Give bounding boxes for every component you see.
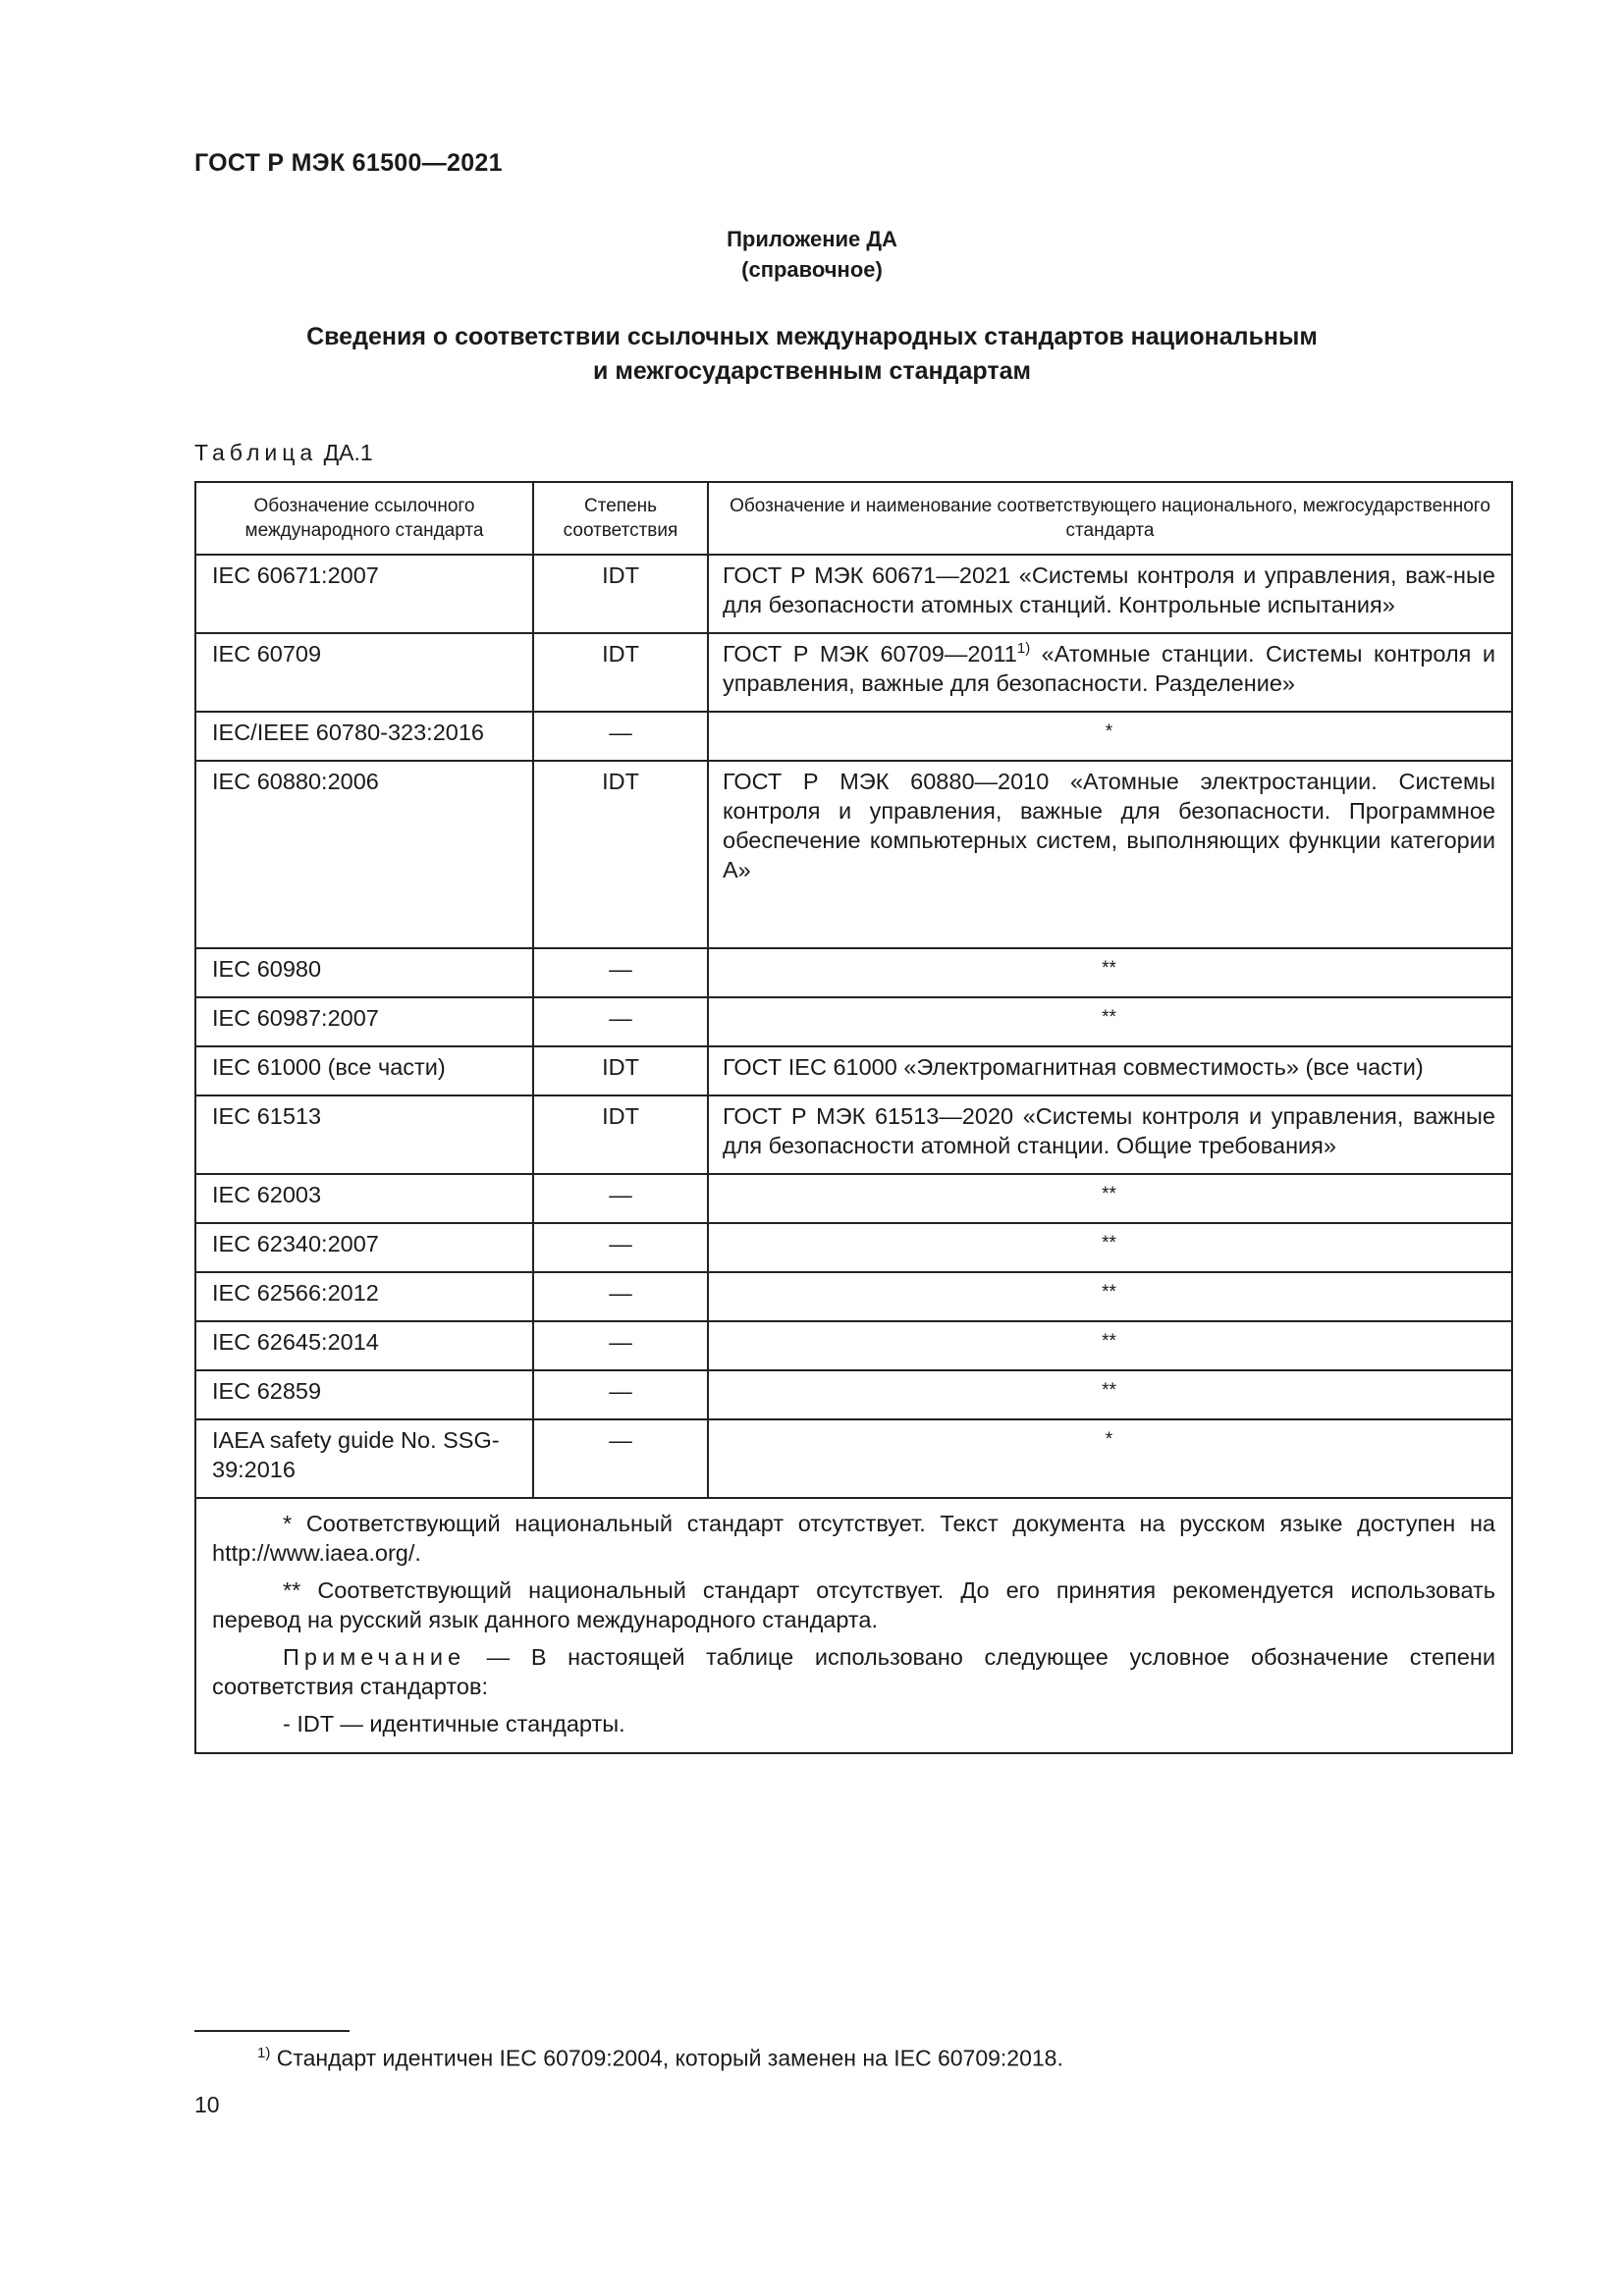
appendix-subtitle: (справочное): [741, 257, 883, 282]
footnote-divider: [194, 2030, 350, 2032]
cell-national: ГОСТ IEC 61000 «Электромагнитная совместимость» (все части): [708, 1046, 1512, 1095]
table-header-row: [195, 482, 1512, 555]
header-national: Обозначение и наименование соответствующего национального, межгосударственного стандарта: [708, 482, 1512, 555]
cell-standard: IEC 62566:2012: [195, 1272, 533, 1321]
table-notes-row: [195, 1498, 1512, 1753]
cell-national: **: [708, 1272, 1512, 1321]
page-number: 10: [194, 2092, 220, 2117]
appendix-heading-line2: и межгосударственным стандартам: [593, 357, 1031, 385]
table-row: [195, 1223, 1512, 1272]
cell-degree: —: [533, 1321, 708, 1370]
cell-degree: IDT: [533, 555, 708, 633]
table-label-word: Таблица: [194, 440, 318, 465]
cell-degree: —: [533, 997, 708, 1046]
table-row: [195, 948, 1512, 997]
footnote-ref: 1): [1016, 640, 1031, 658]
cell-standard: IEC 62859: [195, 1370, 533, 1419]
footnote-text: Стандарт идентичен IEC 60709:2004, который заменен на IEC 60709:2018.: [270, 2045, 1063, 2071]
cell-national: **: [708, 1223, 1512, 1272]
cell-national: **: [708, 1321, 1512, 1370]
cell-national: **: [708, 948, 1512, 997]
cell-national: [708, 633, 1512, 712]
table-label: [194, 440, 373, 466]
cell-degree: IDT: [533, 633, 708, 712]
cell-degree: —: [533, 948, 708, 997]
cell-standard: IEC 61000 (все части): [195, 1046, 533, 1095]
table-row: [195, 1095, 1512, 1174]
cell-degree: —: [533, 1419, 708, 1498]
footnote: [257, 2045, 1063, 2072]
cell-degree: IDT: [533, 1046, 708, 1095]
cell-standard: IEC/IEEE 60780-323:2016: [195, 712, 533, 761]
table-row: [195, 1046, 1512, 1095]
cell-standard: IEC 62645:2014: [195, 1321, 533, 1370]
note-single-star: * Соответствующий национальный стандарт отсутствует. Текст документа на русском языке доступен на http://www.iaea.org/.: [212, 1511, 1495, 1566]
cell-degree: —: [533, 1223, 708, 1272]
table-row: [195, 1370, 1512, 1419]
header-degree: Степень соответствия: [533, 482, 708, 555]
table-row: [195, 633, 1512, 712]
correspondence-table: [194, 481, 1513, 1754]
table-notes: [195, 1498, 1512, 1753]
appendix-heading-line1: Сведения о соответствии ссылочных международных стандартов национальным: [306, 323, 1318, 350]
cell-standard: IEC 60671:2007: [195, 555, 533, 633]
table-row: [195, 712, 1512, 761]
note-text: — В настоящей таблице использовано следующее условное обозначение степени соответствия стандартов:: [212, 1644, 1495, 1699]
footnote-marker: 1): [257, 2045, 271, 2061]
cell-national: ГОСТ Р МЭК 60880—2010 «Атомные электростанции. Системы контроля и управления, важные для безопасности. Программное обеспечение компьютерных систем, выполняющих функции категории А»: [708, 761, 1512, 948]
table-row: [195, 1321, 1512, 1370]
appendix-title: Приложение ДА: [727, 227, 897, 251]
cell-standard: IEC 60709: [195, 633, 533, 712]
cell-standard: IEC 62340:2007: [195, 1223, 533, 1272]
table-row: [195, 997, 1512, 1046]
cell-degree: IDT: [533, 761, 708, 948]
cell-degree: —: [533, 1174, 708, 1223]
table-label-number: ДА.1: [323, 440, 373, 465]
cell-degree: —: [533, 712, 708, 761]
table-row: [195, 1272, 1512, 1321]
table-row: [195, 761, 1512, 948]
cell-national: **: [708, 1370, 1512, 1419]
table-row: [195, 1419, 1512, 1498]
note-idt: - IDT — идентичные стандарты.: [283, 1711, 625, 1736]
table-row: [195, 555, 1512, 633]
cell-national: **: [708, 997, 1512, 1046]
national-name-part: «Атомные станции. Системы контроля и управления, важные для безопасности. Разделение»: [723, 641, 1495, 696]
cell-national: **: [708, 1174, 1512, 1223]
cell-degree: IDT: [533, 1095, 708, 1174]
cell-national: ГОСТ Р МЭК 60671—2021 «Системы контроля и управления, важ-ные для безопасности атомных станций. Контрольные испытания»: [708, 555, 1512, 633]
cell-standard: IEC 62003: [195, 1174, 533, 1223]
cell-standard: IEC 60980: [195, 948, 533, 997]
cell-standard: IEC 61513: [195, 1095, 533, 1174]
header-standard: Обозначение ссылочного международного стандарта: [195, 482, 533, 555]
note-double-star: ** Соответствующий национальный стандарт отсутствует. До его принятия рекомендуется использовать перевод на русский язык данного международного стандарта.: [212, 1577, 1495, 1632]
cell-standard: IEC 60987:2007: [195, 997, 533, 1046]
national-name-part: ГОСТ Р МЭК 60709—2011: [723, 641, 1017, 667]
cell-national: *: [708, 1419, 1512, 1498]
document-code: ГОСТ Р МЭК 61500—2021: [194, 149, 503, 177]
cell-national: ГОСТ Р МЭК 61513—2020 «Системы контроля и управления, важные для безопасности атомной станции. Общие требования»: [708, 1095, 1512, 1174]
cell-degree: —: [533, 1272, 708, 1321]
table-row: [195, 1174, 1512, 1223]
note-word: Примечание: [283, 1644, 466, 1670]
appendix-heading: [0, 320, 1624, 389]
cell-standard: IAEA safety guide No. SSG-39:2016: [195, 1419, 533, 1498]
note-remark: [212, 1642, 1495, 1701]
cell-national: *: [708, 712, 1512, 761]
cell-degree: —: [533, 1370, 708, 1419]
cell-standard: IEC 60880:2006: [195, 761, 533, 948]
